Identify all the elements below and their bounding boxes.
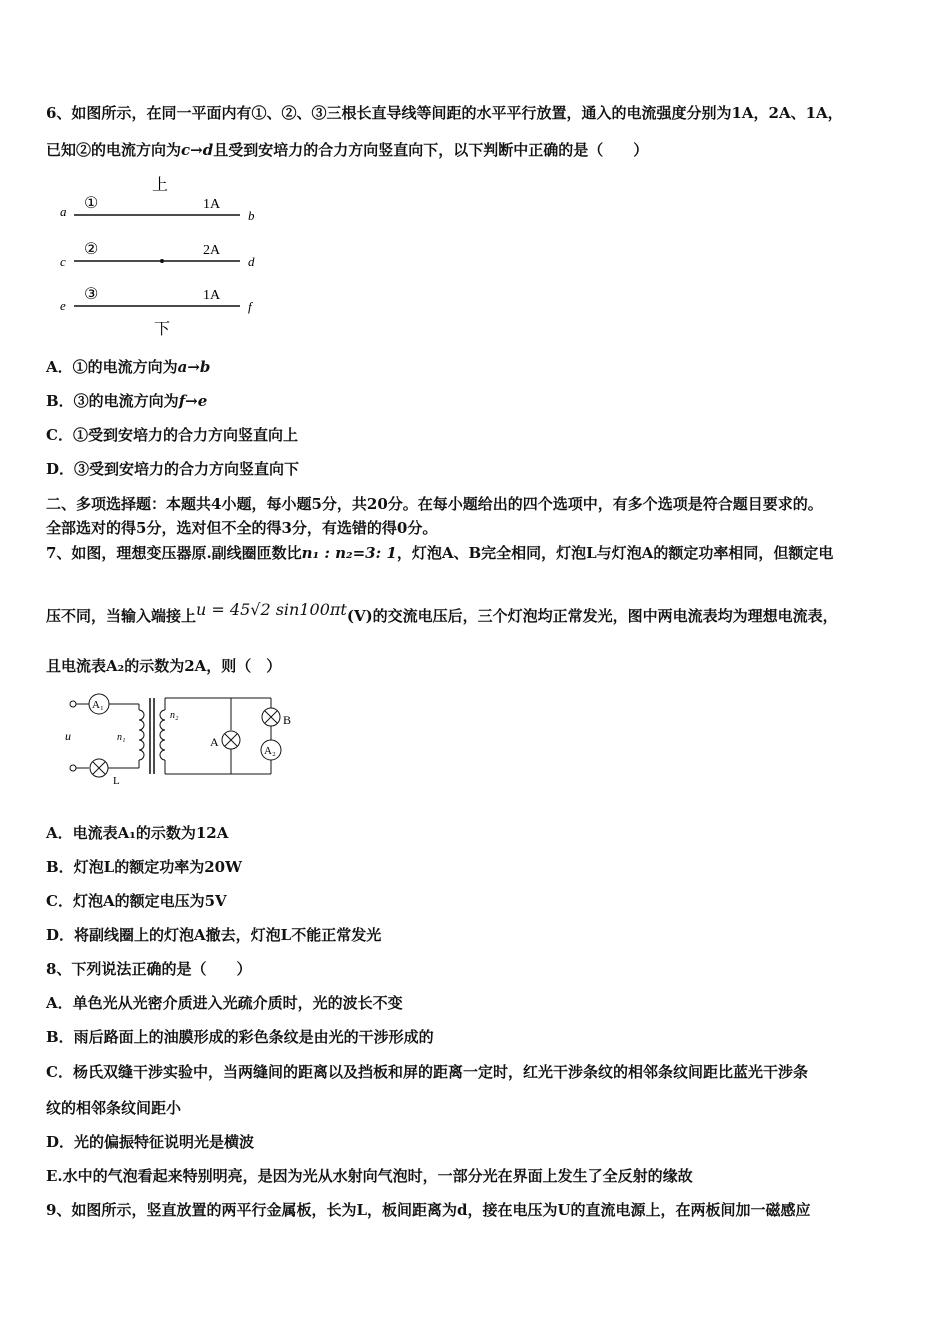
q6-wire2-current: 2A xyxy=(203,243,221,258)
svg-text:A: A xyxy=(210,735,219,749)
q6-wire-figure xyxy=(50,168,280,340)
q6-wire1-current: 1A xyxy=(203,197,221,212)
q7-lamp-l xyxy=(90,759,108,777)
svg-text:B: B xyxy=(283,713,292,727)
section2-header-line1: 二、多项选择题：本题共4小题，每小题5分，共20分。在每小题给出的四个选项中，有多个选项是符合题目要求的。 xyxy=(46,495,823,513)
q7-stem-line2: 压不同，当输入端接上u = 45√2 sin100πt(V)的交流电压后，三个灯泡均正常发光，图中两电流表均为理想电流表， xyxy=(46,600,838,625)
q6-option-b: B．③的电流方向为f→e xyxy=(46,392,208,410)
q7-lamp-a xyxy=(222,731,240,749)
svg-text:n₂: n₂ xyxy=(170,710,179,721)
q6-wire2-d: d xyxy=(248,254,255,269)
q7-voltage-formula: u = 45√2 sin100πt xyxy=(196,600,347,619)
q6-wire-1 xyxy=(60,195,255,223)
svg-text:A₁: A₁ xyxy=(92,699,104,711)
q8-option-b: B．雨后路面上的油膜形成的彩色条纹是由光的干涉形成的 xyxy=(46,1028,434,1046)
q6-wire-3 xyxy=(60,286,254,314)
q6-stem-line2: 已知②的电流方向为c→d且受到安培力的合力方向竖直向下，以下判断中正确的是（ ） xyxy=(46,141,649,159)
q6-wire2-num: ② xyxy=(84,241,99,258)
q6-wire2-c: c xyxy=(60,254,66,269)
q7-option-b: B．灯泡L的额定功率为20W xyxy=(46,858,242,876)
q6-wire1-a: a xyxy=(60,204,67,219)
q6-wire3-f: f xyxy=(248,299,252,314)
q8-option-e: E.水中的气泡看起来特别明亮，是因为光从水射向气泡时，一部分光在界面上发生了全反射的缘故 xyxy=(46,1167,693,1185)
q7-option-c: C．灯泡A的额定电压为5V xyxy=(46,892,227,910)
q6-option-a: A．①的电流方向为a→b xyxy=(46,358,211,376)
q6-wire3-current: 1A xyxy=(203,288,221,303)
q7-lamp-b xyxy=(262,708,280,726)
q8-option-c-line2: 纹的相邻条纹间距小 xyxy=(46,1099,182,1117)
q6-option-c: C．①受到安培力的合力方向竖直向上 xyxy=(46,426,298,444)
q7-option-a: A．电流表A₁的示数为12A xyxy=(46,824,229,842)
svg-text:A₂: A₂ xyxy=(264,745,276,757)
svg-text:n₁: n₁ xyxy=(117,732,126,743)
q8-option-a: A．单色光从光密介质进入光疏介质时，光的波长不变 xyxy=(46,994,403,1012)
q7-stem-line3: 且电流表A₂的示数为2A，则（ ） xyxy=(46,657,282,675)
q6-option-d: D．③受到安培力的合力方向竖直向下 xyxy=(46,460,300,478)
q6-wire1-num: ① xyxy=(84,195,99,212)
q8-stem: 8、下列说法正确的是（ ） xyxy=(46,960,252,978)
q7-label-u: u xyxy=(65,729,71,743)
q7-transformer-circuit xyxy=(55,688,305,788)
q6-wire3-num: ③ xyxy=(84,286,99,303)
q6-wire3-e: e xyxy=(60,298,66,313)
q6-wire-2 xyxy=(60,241,255,269)
svg-text:L: L xyxy=(113,775,120,787)
q6-wire1-b: b xyxy=(248,208,255,223)
section2-header-line2: 全部选对的得5分，选对但不全的得3分，有选错的得0分。 xyxy=(46,519,438,537)
q6-direction-cd: c→d xyxy=(181,141,214,159)
q9-stem-line1: 9、如图所示，竖直放置的两平行金属板，长为L，板间距离为d，接在电压为U的直流电源上，在两板间加一磁感应 xyxy=(46,1201,811,1219)
q6-stem-line1: 6、如图所示，在同一平面内有①、②、③三根长直导线等间距的水平平行放置，通入的电流强度分别为1A，2A、1A， xyxy=(46,104,843,122)
q8-option-c-line1: C．杨氏双缝干涉实验中，当两缝间的距离以及挡板和屏的距离一定时，红光干涉条纹的相邻条纹间距比蓝光干涉条 xyxy=(46,1063,808,1081)
q6-label-bottom: 下 xyxy=(154,321,171,338)
q7-turns-ratio: n₁ : n₂=3: 1 xyxy=(301,544,397,562)
q7-stem-line1: 7、如图，理想变压器原.副线圈匝数比n₁ : n₂=3: 1，灯泡A、B完全相同，灯泡L与灯泡A的额定功率相同，但额定电 xyxy=(46,544,834,562)
q6-label-top: 上 xyxy=(152,177,169,194)
q8-option-d: D．光的偏振特征说明光是横波 xyxy=(46,1133,255,1151)
q7-option-d: D．将副线圈上的灯泡A撤去，灯泡L不能正常发光 xyxy=(46,926,382,944)
